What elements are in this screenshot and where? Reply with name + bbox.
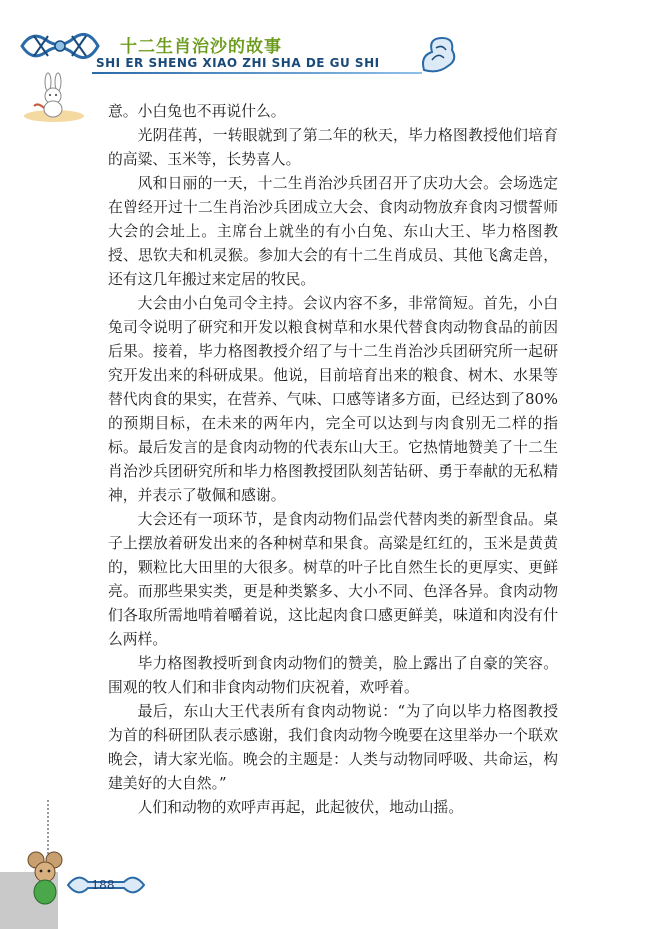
paragraph: 人们和动物的欢呼声再起，此起彼伏，地动山摇。	[137, 799, 464, 816]
header-divider	[92, 72, 422, 74]
header-title: 十二生肖治沙的故事	[120, 37, 282, 57]
paragraph: 大会还有一项环节，是食肉动物们品尝代替肉类的新型食品。桌子上摆放着研发出来的各种树草和果食。高粱是红红的，玉米是黄黄的，颗粒比大田里的大很多。树草的叶子比自然生长的更厚实、更鲜亮。而那些果实类，更是种类繁多、大小不同、色泽各异。食肉动物们各取所需地啃着嚼着说，这比起肉食口感更鲜美，味道和肉没有什么两样。	[108, 511, 558, 648]
page-body	[108, 100, 558, 820]
paragraph: 风和日丽的一天，十二生肖治沙兵团召开了庆功大会。会场选定在曾经开过十二生肖治沙兵团成立大会、食肉动物放弃食肉习惯誓师大会的会址上。主席台上就坐的有小白兔、东山大王、毕力格图教授、思钦夫和机灵猴。参加大会的有十二生肖成员、其他飞禽走兽，还有这几年搬过来定居的牧民。	[108, 175, 558, 288]
paragraph: 毕力格图教授听到食肉动物们的赞美，脸上露出了自豪的笑容。围观的牧人们和非食肉动物们庆祝着，欢呼着。	[108, 655, 558, 696]
header-pinyin: SHI ER SHENG XIAO ZHI SHA DE GU SHI	[96, 56, 380, 70]
paragraph: 光阴荏苒，一转眼就到了第二年的秋天，毕力格图教授他们培育的高粱、玉米等，长势喜人。	[108, 127, 558, 168]
rabbit-illustration-icon	[18, 72, 90, 124]
page-header	[0, 0, 665, 110]
paragraph: 大会由小白兔司令主持。会议内容不多，非常简短。首先，小白兔司令说明了研究和开发以粮食树草和水果代替食肉动物食品的前因后果。接着，毕力格图教授介绍了与十二生肖治沙兵团研究所一起研究开发出来的科研成果。他说，目前培育出来的粮食、树木、水果等替代肉食的果实，在营养、气味、口感等诸多方面，已经达到了80%的预期目标，在未来的两年内，完全可以达到与肉食别无二样的指标。最后发言的是食肉动物的代表东山大王。它热情地赞美了十二生肖治沙兵团研究所和毕力格图教授团队刻苦钻研、勇于奉献的无私精神，并表示了敬佩和感谢。	[108, 295, 558, 504]
mouse-illustration-icon	[24, 850, 68, 906]
knot-ornament-icon	[18, 26, 102, 66]
page-number: 188	[91, 878, 115, 892]
paragraph: 最后，东山大王代表所有食肉动物说：“为了向以毕力格图教授为首的科研团队表示感谢，我们食肉动物今晚要在这里举办一个联欢晚会，请大家光临。晚会的主题是：人类与动物同呼吸、共命运，构建美好的大自然。”	[108, 703, 558, 792]
paragraph: 意。小白兔也不再说什么。	[108, 103, 286, 120]
cloud-ornament-icon	[418, 30, 458, 74]
